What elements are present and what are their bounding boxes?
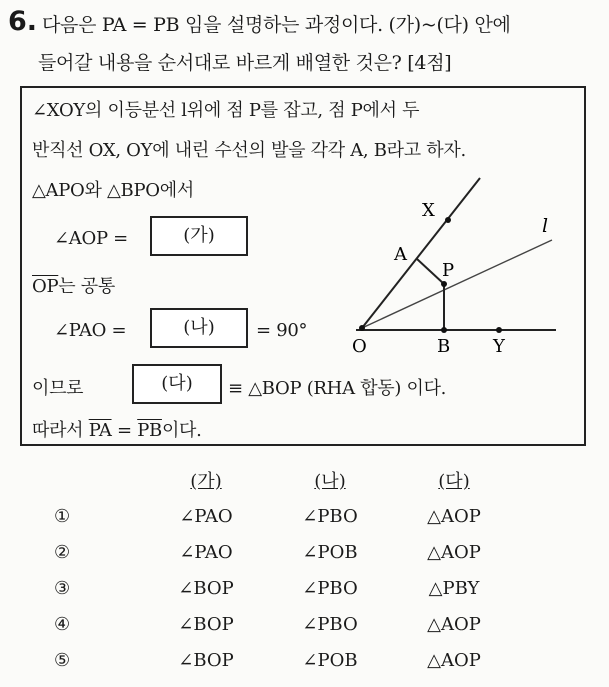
choice-row[interactable] [48, 570, 516, 606]
choice-da: △AOP [427, 613, 481, 635]
choice-ga: ∠BOP [178, 577, 234, 599]
point-x [445, 217, 451, 223]
blank-na: (나) [150, 308, 248, 348]
choice-row[interactable] [48, 534, 516, 570]
proof-line-1: ∠XOY의 이등분선 l위에 점 P를 잡고, 점 P에서 두 [32, 100, 420, 121]
label-l: l [542, 215, 549, 237]
label-b: B [437, 336, 451, 357]
angle-bisector-figure [330, 170, 570, 370]
op-common-line [32, 272, 115, 298]
question-stem-line-2: 들어갈 내용을 순서대로 바르게 배열한 것은? [4점] [38, 52, 452, 74]
choice-number[interactable]: ⑤ [54, 649, 71, 671]
final-pa: $\overline{PA}$ [88, 420, 112, 441]
point-p [441, 281, 447, 287]
choice-number[interactable]: ④ [54, 613, 71, 635]
label-y: Y [493, 336, 505, 357]
pao-suffix: = 90° [256, 320, 308, 341]
pao-prefix: ∠PAO = [54, 320, 127, 341]
choice-number[interactable]: ② [54, 541, 71, 563]
question-stem-line-1: 다음은 PA = PB 임을 설명하는 과정이다. (가)~(다) 안에 [42, 14, 511, 36]
choice-ga: ∠BOP [178, 649, 234, 671]
choice-ga: ∠PAO [179, 505, 233, 527]
choice-na: ∠POB [302, 541, 358, 563]
point-b [441, 327, 447, 333]
choice-da: △AOP [427, 505, 481, 527]
choice-na: ∠POB [302, 649, 358, 671]
aop-prefix: ∠AOP = [54, 228, 128, 249]
choice-number[interactable]: ① [54, 505, 71, 527]
choice-row[interactable] [48, 498, 516, 534]
label-o: O [352, 336, 367, 357]
choice-da: △AOP [427, 649, 481, 671]
blank-da: (다) [132, 364, 222, 404]
final-prefix: 따라서 [32, 420, 84, 441]
question-number: 6. [8, 6, 38, 37]
choice-ga: ∠PAO [179, 541, 233, 563]
label-a: A [394, 244, 407, 265]
conclusion-prefix: 이므로 [32, 378, 84, 399]
conclusion-suffix: ≡ △BOP (RHA 합동) 이다. [228, 378, 447, 399]
op-segment: $\overline{OP}$ [32, 276, 59, 297]
label-x: X [422, 200, 435, 221]
choice-da: △AOP [427, 541, 481, 563]
choice-na: ∠PBO [302, 577, 358, 599]
segment-pa [417, 259, 444, 284]
bisector-l [362, 240, 552, 328]
choices-header-row [48, 462, 516, 498]
choice-number[interactable]: ③ [54, 577, 71, 599]
final-pb: $\overline{PB}$ [137, 420, 162, 441]
header-da: (다) [438, 471, 470, 492]
proof-line-3: △APO와 △BPO에서 [32, 180, 194, 201]
final-eq: = [116, 420, 132, 441]
blank-ga: (가) [150, 216, 248, 256]
final-line [32, 416, 202, 442]
proof-line-2: 반직선 OX, OY에 내린 수선의 발을 각각 A, B라고 하자. [32, 140, 466, 161]
header-na: (나) [314, 471, 346, 492]
point-o [359, 325, 365, 331]
header-ga: (가) [190, 471, 222, 492]
choice-ga: ∠BOP [178, 613, 234, 635]
ray-ox [362, 178, 480, 328]
final-suffix: 이다. [161, 420, 202, 441]
choice-na: ∠PBO [302, 613, 358, 635]
choice-da: △PBY [428, 577, 480, 599]
choice-row[interactable] [48, 642, 516, 678]
label-p: P [442, 260, 455, 281]
choice-na: ∠PBO [302, 505, 358, 527]
answer-choices [48, 462, 516, 678]
point-y [496, 327, 502, 333]
choice-row[interactable] [48, 606, 516, 642]
op-suffix: 는 공통 [58, 276, 115, 297]
